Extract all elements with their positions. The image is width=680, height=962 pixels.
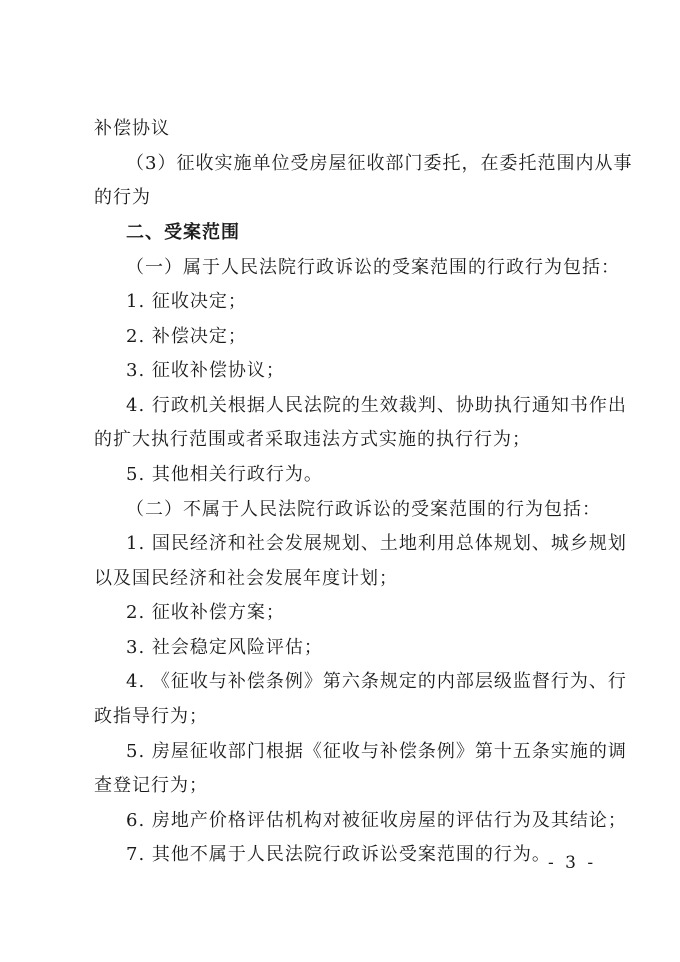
text-line: （3）征收实施单位受房屋征收部门委托，在委托范围内从事: [126, 153, 633, 174]
list-item: 5. 其他相关行政行为。: [126, 464, 323, 485]
page-number: - 3 -: [548, 853, 597, 873]
list-item: 4. 行政机关根据人民法院的生效裁判、协助执行通知书作出: [126, 395, 627, 416]
list-item: 1. 国民经济和社会发展规划、土地利用总体规划、城乡规划: [126, 533, 627, 554]
subsection-heading: （二）不属于人民法院行政诉讼的受案范围的行为包括：: [126, 499, 601, 520]
list-item: 4. 《征收与补偿条例》第六条规定的内部层级监督行为、行: [126, 671, 627, 692]
list-item: 2. 补偿决定；: [126, 326, 247, 347]
list-item-continuation: 政指导行为；: [94, 706, 208, 727]
list-item: 3. 社会稳定风险评估；: [126, 637, 323, 658]
list-item-continuation: 以及国民经济和社会发展年度计划；: [94, 568, 398, 589]
list-item: 1. 征收决定；: [126, 291, 247, 312]
list-item: 3. 征收补偿协议；: [126, 360, 285, 381]
subsection-heading: （一）属于人民法院行政诉讼的受案范围的行政行为包括：: [126, 257, 620, 278]
list-item: 5. 房屋征收部门根据《征收与补偿条例》第十五条实施的调: [126, 741, 627, 762]
list-item: 7. 其他不属于人民法院行政诉讼受案范围的行为。: [126, 844, 551, 865]
list-item: 2. 征收补偿方案；: [126, 602, 285, 623]
text-line: 补偿协议: [94, 118, 170, 139]
list-item: 6. 房地产价格评估机构对被征收房屋的评估行为及其结论；: [126, 810, 627, 831]
list-item-continuation: 查登记行为；: [94, 775, 208, 796]
section-heading: 二、受案范围: [126, 222, 240, 243]
list-item-continuation: 的扩大执行范围或者采取违法方式实施的执行行为；: [94, 429, 531, 450]
text-line: 的行为: [94, 187, 151, 208]
